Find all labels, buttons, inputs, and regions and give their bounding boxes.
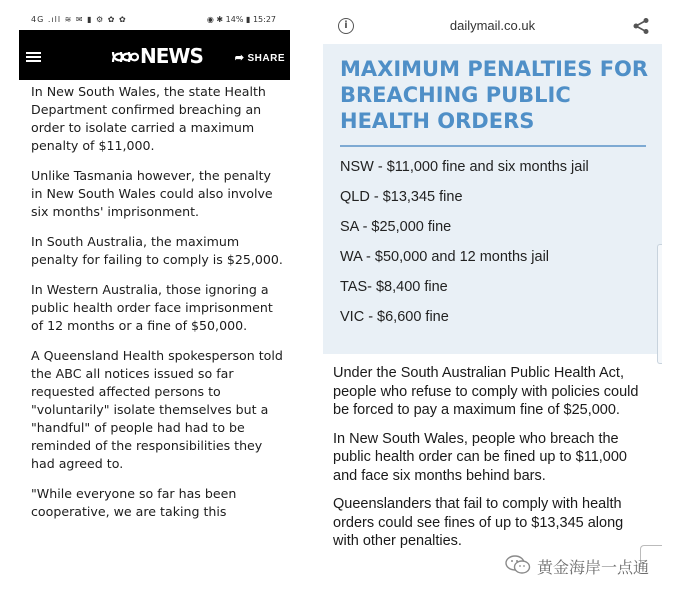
article-paragraph: "While everyone so far has been cooperative, we are taking this: [31, 486, 237, 519]
browser-url-bar: [323, 10, 662, 42]
penalty-item: TAS- $8,400 fine: [340, 279, 448, 295]
penalty-item: WA - $50,000 and 12 months jail: [340, 249, 550, 265]
penalty-item: QLD - $13,345 fine: [340, 189, 463, 205]
article-paragraph: Queenslanders that fail to comply with health orders could see fines of up to $13,345 along with other penalties.: [333, 496, 624, 549]
article-paragraph: In South Australia, the maximum penalty for failing to comply is $25,000.: [31, 234, 283, 267]
article-body: [31, 83, 285, 533]
hamburger-icon[interactable]: [26, 52, 41, 62]
article-body: [333, 364, 653, 561]
penalty-item: SA - $25,000 fine: [340, 219, 452, 235]
share-arrow-icon: ➦: [234, 52, 245, 64]
info-icon[interactable]: i: [338, 18, 354, 34]
dailymail-screenshot: [323, 10, 662, 580]
penalties-title: MAXIMUM PENALTIES FOR BREACHING PUBLIC HEALTH ORDERS: [340, 57, 649, 133]
penalty-item: VIC - $6,600 fine: [340, 309, 449, 325]
share-icon[interactable]: [632, 17, 650, 35]
title-divider: [340, 145, 646, 147]
abc-logo[interactable]: [111, 48, 139, 65]
brand-name: NEWS: [140, 44, 203, 68]
scroll-handle[interactable]: [657, 244, 662, 364]
status-indicators-left: 4G .ıll ≋ ✉ ▮ ⚙ ✿ ✿: [31, 15, 127, 24]
share-label: SHARE: [247, 53, 285, 64]
watermark-text: 黄金海岸一点通: [537, 558, 650, 577]
penalties-box: [323, 44, 662, 354]
penalty-item: NSW - $11,000 fine and six months jail: [340, 159, 589, 175]
abc-news-screenshot: [19, 10, 290, 580]
status-bar: [19, 10, 290, 30]
article-paragraph: Under the South Australian Public Health Act, people who refuse to comply with policies could be forced to pay a maximum fine of $25,000.: [333, 365, 639, 418]
article-paragraph: Unlike Tasmania however, the penalty in New South Wales could also involve six months' imprisonment.: [31, 168, 273, 219]
article-paragraph: In Western Australia, those ignoring a public health order face imprisonment of 12 months or a fine of $50,000.: [31, 282, 273, 333]
article-paragraph: In New South Wales, the state Health Department confirmed breaching an order to isolate carried a maximum penalty of $11,000.: [31, 84, 266, 153]
url-text[interactable]: dailymail.co.uk: [449, 18, 536, 33]
wechat-icon: [505, 555, 531, 575]
article-paragraph: A Queensland Health spokesperson told the ABC all notices issued so far requested affected persons to "voluntarily" isolate themselves but a "handful" of people had had to be reminded of the responsibilities they had agreed to.: [31, 348, 283, 471]
share-button[interactable]: [235, 51, 285, 64]
status-indicators-right: ◉ ✱ 14% ▮ 15:27: [206, 15, 276, 24]
article-paragraph: In New South Wales, people who breach the public health order can be fined up to $11,000 and face six months behind bars.: [333, 430, 627, 484]
abc-header-bar: [19, 30, 290, 80]
